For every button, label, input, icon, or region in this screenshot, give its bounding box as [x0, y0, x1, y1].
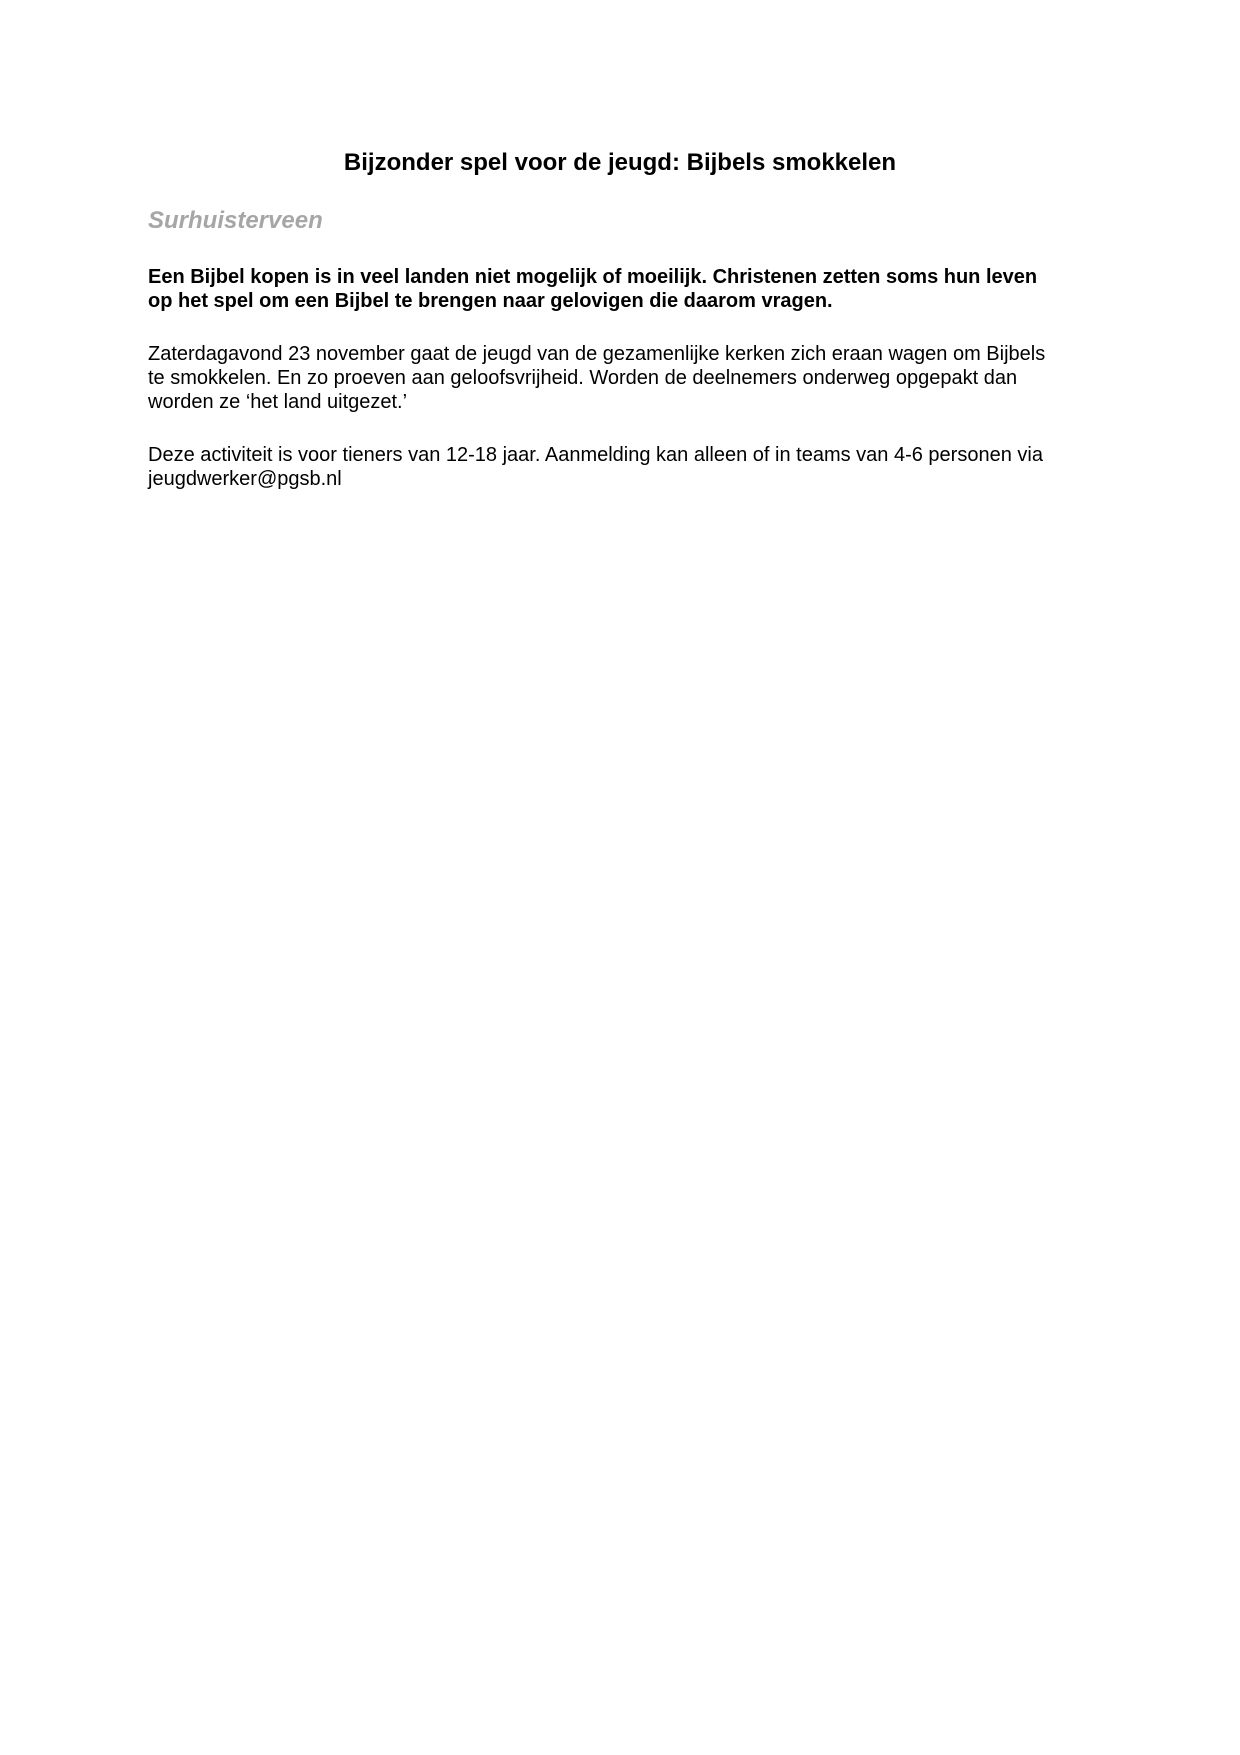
lead-line: op het spel om een Bijbel te brengen naar gelovigen die daarom vragen.	[148, 290, 833, 312]
lead-line: Een Bijbel kopen is in veel landen niet mogelijk of moeilijk. Christenen zetten soms hun leven	[148, 266, 1038, 288]
paragraph-line: worden ze ‘het land uitgezet.’	[148, 391, 408, 413]
lead-paragraph	[148, 265, 1098, 313]
paragraph-line: Deze activiteit is voor tieners van 12-18 jaar. Aanmelding kan alleen of in teams van 4-6 personen via	[148, 444, 1043, 466]
body-paragraph-1	[148, 342, 1098, 414]
body-paragraph-2	[148, 443, 1098, 491]
location-subtitle: Surhuisterveen	[148, 207, 323, 234]
paragraph-line: te smokkelen. En zo proeven aan geloofsvrijheid. Worden de deelnemers onderweg opgepakt dan	[148, 367, 1018, 389]
paragraph-line: Zaterdagavond 23 november gaat de jeugd van de gezamenlijke kerken zich eraan wagen om Bijbels	[148, 343, 1046, 365]
article-title: Bijzonder spel voor de jeugd: Bijbels smokkelen	[343, 149, 897, 176]
email-text: jeugdwerker@pgsb.nl	[148, 468, 342, 490]
